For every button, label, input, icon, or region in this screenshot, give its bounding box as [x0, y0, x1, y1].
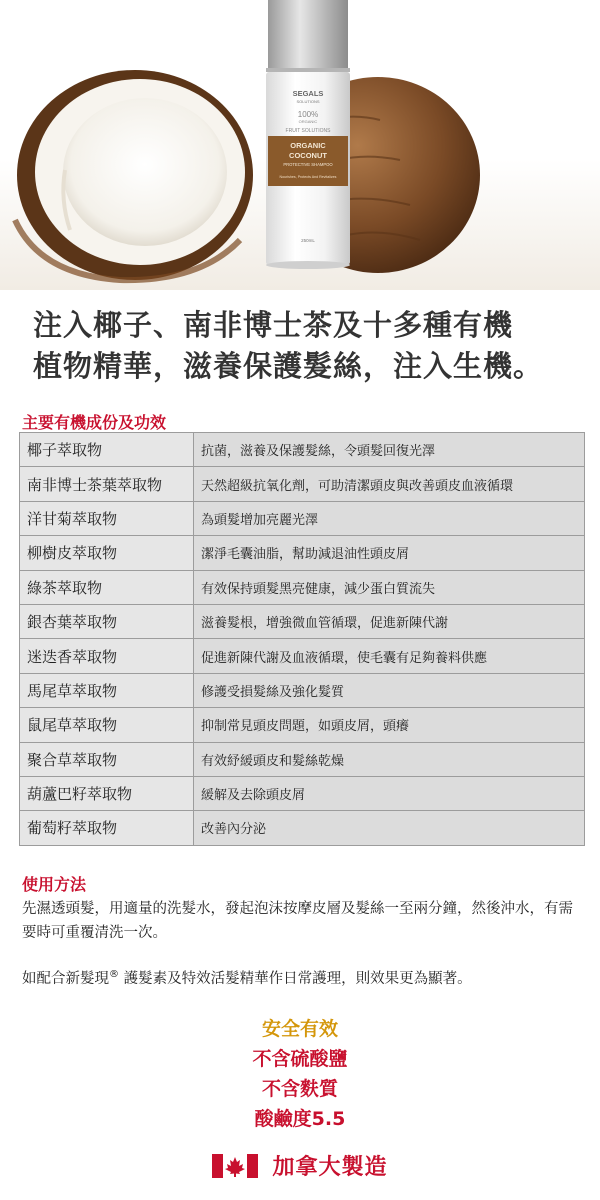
product-claims — [0, 1014, 600, 1134]
table-row — [20, 433, 585, 467]
table-row — [20, 708, 585, 742]
ingredient-effect: 改善內分泌 — [194, 811, 585, 845]
bottle-line: FRUIT SOLUTIONS — [285, 128, 331, 134]
ingredient-effect: 修護受損髮絲及強化髮質 — [194, 673, 585, 707]
ingredient-name: 南非博士茶葉萃取物 — [20, 467, 194, 501]
ingredient-name: 洋甘菊萃取物 — [20, 501, 194, 535]
claim-gluten-free: 不含麩質 — [261, 1078, 338, 1100]
table-row — [20, 501, 585, 535]
ingredient-effect: 有效保持頭髮黑亮健康，減少蛋白質流失 — [194, 570, 585, 604]
headline-line-2: 植物精華，滋養保護髮絲，注入生機。 — [33, 349, 544, 383]
ingredients-title: 主要有機成份及功效 — [22, 413, 167, 432]
ingredient-effect: 緩解及去除頭皮屑 — [194, 776, 585, 810]
claim-safe: 安全有效 — [261, 1018, 338, 1040]
made-in-text: 加拿大製造 — [272, 1155, 388, 1180]
usage-title: 使用方法 — [22, 875, 87, 894]
table-row — [20, 570, 585, 604]
ingredient-name: 葫蘆巴籽萃取物 — [20, 776, 194, 810]
ingredient-name: 葡萄籽萃取物 — [20, 811, 194, 845]
table-row — [20, 742, 585, 776]
claim-sulfate-free: 不含硫酸鹽 — [252, 1048, 348, 1070]
usage-section — [22, 897, 582, 991]
made-in — [0, 1150, 600, 1181]
bottle-tagline: Nourishes, Protects And Revitalizes — [279, 175, 337, 179]
bottle-organic-badge: 100% — [297, 110, 319, 119]
shampoo-bottle — [266, 0, 350, 269]
ingredient-name: 綠茶萃取物 — [20, 570, 194, 604]
table-row — [20, 811, 585, 845]
canada-flag-icon — [212, 1154, 258, 1178]
registered-mark: ® — [109, 969, 119, 980]
table-row — [20, 639, 585, 673]
ingredients-table — [19, 432, 585, 846]
bottle-type: PROTECTIVE SHAMPOO — [283, 162, 333, 167]
bottle-name-2: COCONUT — [289, 151, 327, 160]
headline-line-1: 注入椰子、南非博士茶及十多種有機 — [33, 308, 514, 342]
ingredient-name: 聚合草萃取物 — [20, 742, 194, 776]
ingredient-name: 馬尾草萃取物 — [20, 673, 194, 707]
bottle-name-1: ORGANIC — [290, 141, 326, 150]
usage-note-prefix: 如配合新髮現 — [22, 970, 109, 987]
headline — [33, 305, 573, 387]
ingredient-effect: 滋養髮根，增強微血管循環，促進新陳代謝 — [194, 604, 585, 638]
ingredient-effect: 天然超級抗氧化劑，可助清潔頭皮與改善頭皮血液循環 — [194, 467, 585, 501]
table-row — [20, 467, 585, 501]
ingredient-effect: 有效紓緩頭皮和髮絲乾燥 — [194, 742, 585, 776]
ingredient-name: 銀杏葉萃取物 — [20, 604, 194, 638]
half-coconut-icon — [15, 70, 253, 280]
ingredient-effect: 為頭髮增加亮麗光澤 — [194, 501, 585, 535]
bottle-organic-sub: ORGANIC — [298, 119, 318, 124]
usage-text: 先濕透頭髮，用適量的洗髮水，發起泡沫按摩皮層及髮絲一至兩分鐘，然後沖水，有需要時可重覆清洗一次。 — [22, 901, 573, 941]
usage-note — [22, 963, 582, 991]
bottle-brand-sub: SOLUTIONS — [296, 99, 320, 104]
bottle-brand: SEGALS — [292, 89, 324, 98]
ingredient-effect: 促進新陳代謝及血液循環，使毛囊有足夠養料供應 — [194, 639, 585, 673]
table-row — [20, 673, 585, 707]
ingredient-effect: 抗菌，滋養及保護髮絲，令頭髮回復光澤 — [194, 433, 585, 467]
claim-ph: 酸鹼度5.5 — [254, 1108, 346, 1130]
product-hero — [0, 0, 600, 290]
table-row — [20, 536, 585, 570]
bottle-size: 250mL — [301, 238, 315, 243]
ingredient-effect: 抑制常見頭皮問題，如頭皮屑，頭癢 — [194, 708, 585, 742]
ingredient-name: 椰子萃取物 — [20, 433, 194, 467]
table-row — [20, 604, 585, 638]
product-illustration — [0, 0, 600, 290]
ingredient-name: 迷迭香萃取物 — [20, 639, 194, 673]
table-row — [20, 776, 585, 810]
usage-note-suffix: 護髮素及特效活髮精華作日常護理，則效果更為顯著。 — [119, 970, 472, 987]
ingredient-name: 鼠尾草萃取物 — [20, 708, 194, 742]
ingredient-name: 柳樹皮萃取物 — [20, 536, 194, 570]
ingredient-effect: 潔淨毛囊油脂，幫助減退油性頭皮屑 — [194, 536, 585, 570]
